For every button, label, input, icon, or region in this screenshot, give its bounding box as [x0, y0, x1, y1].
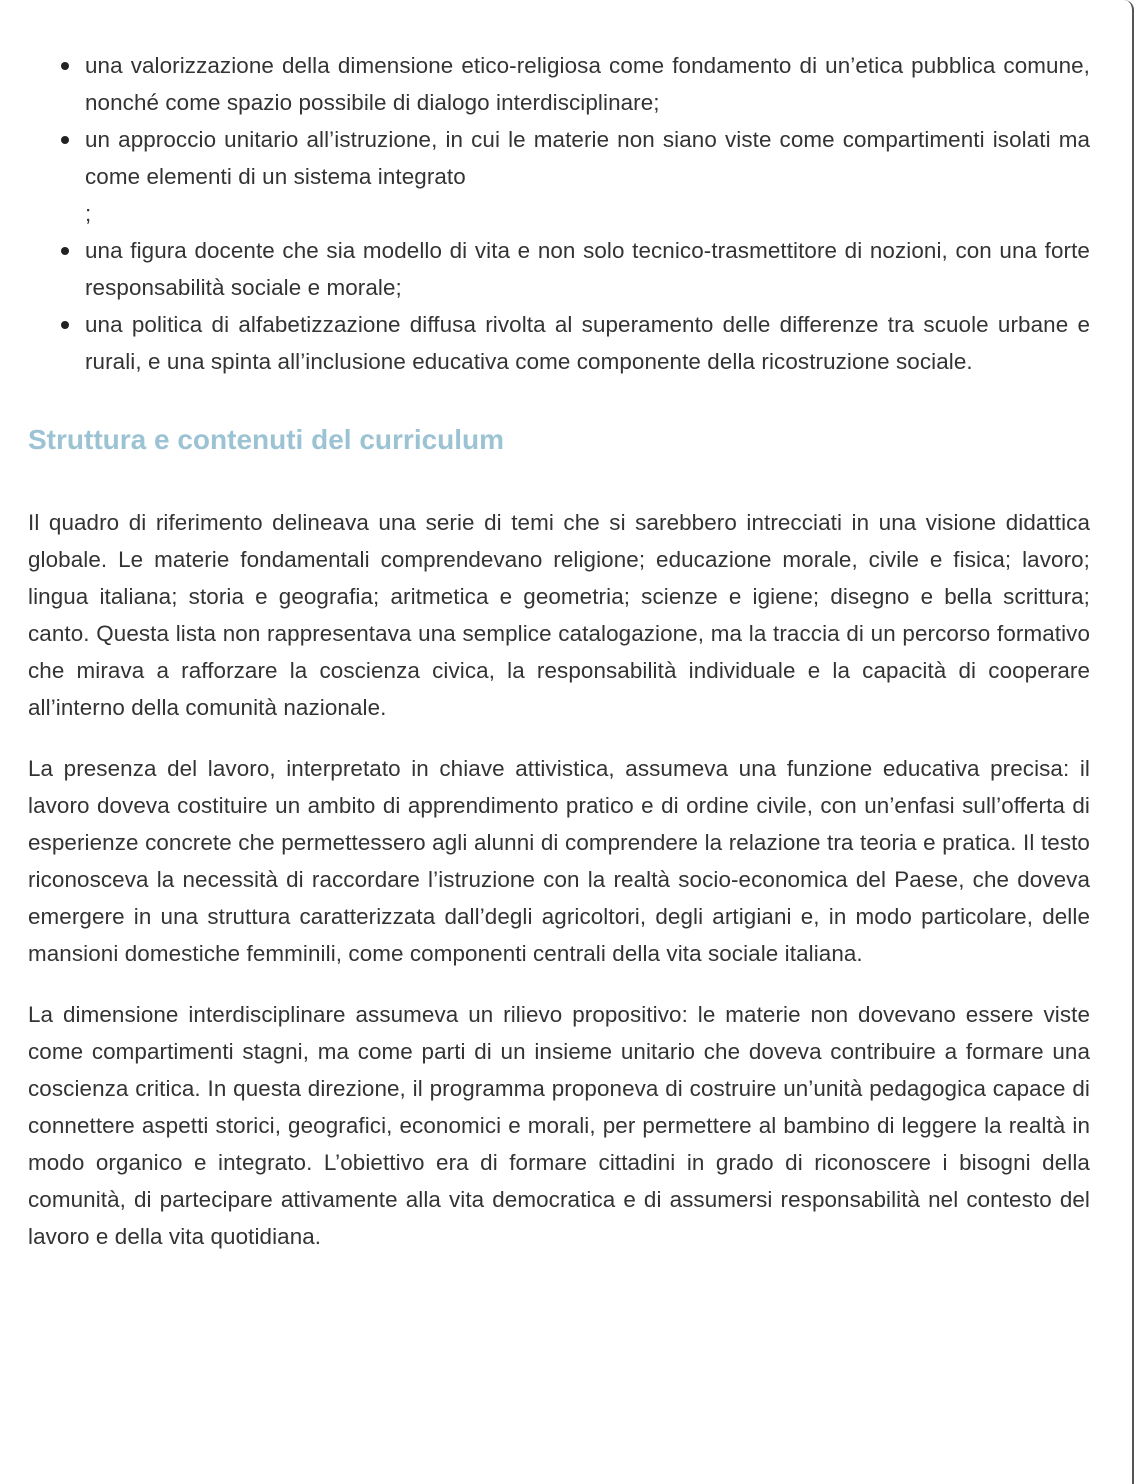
paragraph: La presenza del lavoro, interpretato in chiave attivistica, assumeva una funzione educativa precisa: il lavoro doveva costituire un ambito di apprendimento pratico e di ordine civile, con un’enfasi sull’offerta di esperienze concrete che permettessero agli alunni di comprendere la relazione tra teoria e pratica. Il testo riconosceva la necessità di raccordare l’istruzione con la realtà socio-economica del Paese, che doveva emergere in una struttura caratterizzata dall’degli agricoltori, degli artigiani e, in modo particolare, delle mansioni domestiche femminili, come componenti centrali della vita sociale italiana. — [28, 756, 1090, 966]
list-item — [85, 47, 1090, 121]
list-item-text: una valorizzazione della dimensione etico-religiosa come fondamento di un’etica pubblica comune, nonché come spazio possibile di dialogo interdisciplinare; — [85, 53, 1090, 115]
section-heading: Struttura e contenuti del curriculum — [28, 424, 505, 455]
bullet-icon — [61, 247, 69, 255]
paragraph: Il quadro di riferimento delineava una serie di temi che si sarebbero intrecciati in una visione didattica globale. Le materie fondamentali comprendevano religione; educazione morale, civile e fisica; lavoro; lingua italiana; storia e geografia; aritmetica e geometria; scienze e igiene; disegno e bella scrittura; canto. Questa lista non rappresentava una semplice catalogazione, ma la traccia di un percorso formativo che mirava a rafforzare la coscienza civica, la responsabilità individuale e la capacità di cooperare all’interno della comunità nazionale. — [28, 510, 1090, 720]
list-item-stray-semicolon: ; — [85, 201, 92, 226]
paragraph: La dimensione interdisciplinare assumeva un rilievo propositivo: le materie non dovevano essere viste come compartimenti stagni, ma come parti di un insieme unitario che doveva contribuire a formare una coscienza critica. In questa direzione, il programma proponeva di costruire un’unità pedagogica capace di connettere aspetti storici, geografici, economici e morali, per permettere al bambino di leggere la realtà in modo organico e integrato. L’obiettivo era di formare cittadini in grado di riconoscere i bisogni della comunità, di partecipare attivamente alla vita democratica e di assumersi responsabilità nel contesto del lavoro e della vita quotidiana. — [28, 1002, 1090, 1249]
bullet-icon — [61, 62, 69, 70]
list-item — [85, 232, 1090, 306]
list-item — [85, 306, 1090, 380]
bullet-icon — [61, 136, 69, 144]
list-item-text: una figura docente che sia modello di vita e non solo tecnico-trasmettitore di nozioni, con una forte responsabilità sociale e morale; — [85, 238, 1090, 300]
bullet-list — [28, 47, 1090, 380]
list-item — [85, 121, 1090, 232]
list-item-text: una politica di alfabetizzazione diffusa rivolta al superamento delle differenze tra scuole urbane e rurali, e una spinta all’inclusione educativa come componente della ricostruzione sociale. — [85, 312, 1090, 374]
bullet-icon — [61, 321, 69, 329]
list-item-text: un approccio unitario all’istruzione, in cui le materie non siano viste come compartimenti isolati ma come elementi di un sistema integrato — [85, 127, 1090, 189]
